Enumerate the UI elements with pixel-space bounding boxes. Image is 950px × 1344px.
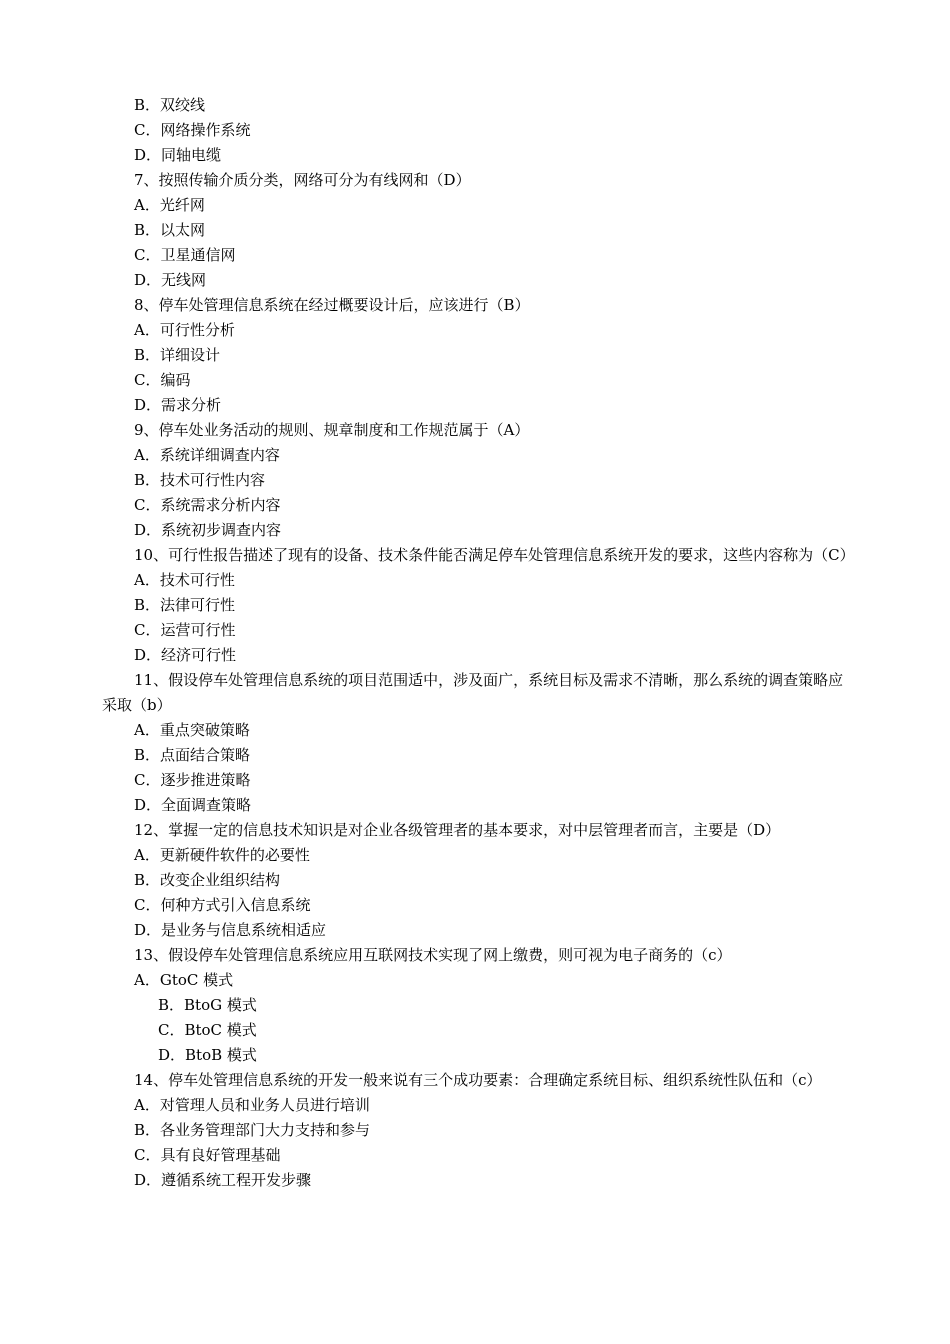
option-line: D．BtoB 模式 — [158, 1046, 257, 1064]
question-line: 8、停车处管理信息系统在经过概要设计后，应该进行（B） — [134, 296, 530, 314]
option-line: D．需求分析 — [134, 396, 222, 414]
option-line: A．GtoC 模式 — [134, 971, 234, 989]
option-line: A．光纤网 — [134, 196, 205, 214]
option-line: D．遵循系统工程开发步骤 — [134, 1171, 312, 1189]
option-line: C．具有良好管理基础 — [134, 1146, 281, 1164]
option-line: C．BtoC 模式 — [158, 1021, 257, 1039]
option-line: A．技术可行性 — [134, 571, 235, 589]
question-line: 12、掌握一定的信息技术知识是对企业各级管理者的基本要求，对中层管理者而言，主要是（D） — [134, 821, 781, 839]
option-line: B．点面结合策略 — [134, 746, 251, 764]
option-line: B．各业务管理部门大力支持和参与 — [134, 1121, 371, 1139]
option-line: C．编码 — [134, 371, 191, 389]
option-line: B．详细设计 — [134, 346, 221, 364]
option-line: D．是业务与信息系统相适应 — [134, 921, 327, 939]
option-line: B．改变企业组织结构 — [134, 871, 281, 889]
question-line: 7、按照传输介质分类，网络可分为有线网和（D） — [134, 171, 471, 189]
option-line: D．全面调查策略 — [134, 796, 252, 814]
option-line: D．经济可行性 — [134, 646, 237, 664]
question-line: 10、可行性报告描述了现有的设备、技术条件能否满足停车处管理信息系统开发的要求，这些内容称为（C） — [134, 546, 855, 564]
option-line: C．逐步推进策略 — [134, 771, 251, 789]
option-line: B．技术可行性内容 — [134, 471, 266, 489]
option-line: C．网络操作系统 — [134, 121, 251, 139]
option-line: C．何种方式引入信息系统 — [134, 896, 311, 914]
option-line: A．更新硬件软件的必要性 — [134, 846, 310, 864]
option-line: C．系统需求分析内容 — [134, 496, 281, 514]
option-line: C．运营可行性 — [134, 621, 236, 639]
option-line: B．以太网 — [134, 221, 206, 239]
option-line: A．系统详细调查内容 — [134, 446, 280, 464]
option-line: B．法律可行性 — [134, 596, 236, 614]
question-line: 11、假设停车处管理信息系统的项目范围适中，涉及面广，系统目标及需求不清晰，那么系统的调查策略应采取（b） — [102, 671, 844, 714]
option-line: D．同轴电缆 — [134, 146, 222, 164]
question-line: 13、假设停车处管理信息系统应用互联网技术实现了网上缴费，则可视为电子商务的（c） — [134, 946, 732, 964]
option-line: A．重点突破策略 — [134, 721, 250, 739]
option-line: D．系统初步调查内容 — [134, 521, 282, 539]
option-line: C．卫星通信网 — [134, 246, 236, 264]
question-line: 14、停车处管理信息系统的开发一般来说有三个成功要素：合理确定系统目标、组织系统性队伍和（c） — [134, 1071, 822, 1089]
question-list — [102, 93, 855, 1193]
option-line: B．双绞线 — [134, 96, 206, 114]
question-line: 9、停车处业务活动的规则、规章制度和工作规范属于（A） — [134, 421, 530, 439]
option-line: B．BtoG 模式 — [158, 996, 257, 1014]
option-line: D．无线网 — [134, 271, 207, 289]
option-line: A．可行性分析 — [134, 321, 235, 339]
option-line: A．对管理人员和业务人员进行培训 — [134, 1096, 370, 1114]
